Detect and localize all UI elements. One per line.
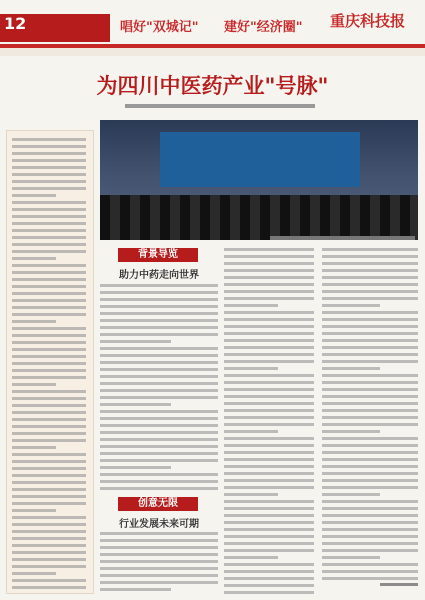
photo-caption-placeholder (270, 236, 415, 240)
column-2-text-line (224, 563, 314, 566)
column-3-text-line (322, 493, 380, 496)
column-2-text-line (224, 276, 314, 279)
audience (100, 195, 418, 240)
column-2-text-line (224, 521, 314, 524)
column-2-text-line (224, 444, 314, 447)
sidebar-text-line (12, 194, 56, 197)
column-2-text-line (224, 528, 314, 531)
column-1-text-line (100, 375, 218, 378)
column-2-text-line (224, 416, 314, 419)
column-3-text-line (322, 542, 418, 545)
sidebar-text-line (12, 376, 86, 379)
slogan-left: 唱好"双城记" (120, 20, 199, 35)
column-2-text-line (224, 570, 314, 573)
section-subtitle: 助力中药走向世界 (119, 270, 199, 281)
column-3-text-line (322, 472, 418, 475)
sidebar-text-line (12, 404, 86, 407)
column-3-text-line (322, 346, 418, 349)
sidebar-text-line (12, 292, 86, 295)
column-1-text-line (100, 438, 218, 441)
column-2-text-line (224, 318, 314, 321)
sidebar-text-line (12, 551, 86, 554)
column-2-text-line (224, 339, 314, 342)
column-2-text-line (224, 409, 314, 412)
column-1-text-line (100, 382, 218, 385)
column-3-text-line (322, 430, 380, 433)
column-3-text-line (322, 479, 418, 482)
column-1-text-line (100, 431, 218, 434)
sidebar-text-line (12, 229, 86, 232)
column-1-text-line (100, 403, 171, 406)
sidebar-text-line (12, 208, 86, 211)
sidebar-text-line (12, 285, 86, 288)
column-1-text-line (100, 459, 218, 462)
sidebar-text-line (12, 446, 56, 449)
column-1-text-line (100, 368, 218, 371)
column-3-text-line (322, 395, 418, 398)
column-3-text-line (322, 458, 418, 461)
column-1-text-line (100, 567, 218, 570)
column-3-text-line (322, 570, 418, 573)
byline-placeholder (125, 104, 315, 108)
sidebar-text-line (12, 278, 86, 281)
sidebar-text-line (12, 544, 86, 547)
column-2-text-line (224, 514, 314, 517)
sidebar-text-line (12, 586, 86, 589)
sidebar-text-line (12, 439, 86, 442)
column-1-text-line (100, 480, 218, 483)
column-3-text-line (322, 507, 418, 510)
section-label: 背景导览 (118, 248, 198, 262)
column-3-text-line (322, 332, 418, 335)
column-2-text-line (224, 262, 314, 265)
sidebar-text-line (12, 509, 56, 512)
section-subtitle: 行业发展未来可期 (119, 519, 199, 530)
column-1-text-line (100, 410, 218, 413)
column-2-text-line (224, 472, 314, 475)
sidebar-text-line (12, 145, 86, 148)
column-3-text-line (322, 563, 418, 566)
sidebar-text-line (12, 355, 86, 358)
sidebar-text-line (12, 166, 86, 169)
column-1-text-line (100, 539, 218, 542)
sidebar-text-line (12, 390, 86, 393)
sidebar-text-line (12, 264, 86, 267)
sidebar-text-line (12, 397, 86, 400)
column-3-text-line (322, 416, 418, 419)
column-1-text-line (100, 389, 218, 392)
sidebar-text-line (12, 418, 86, 421)
column-3-text-line (322, 248, 418, 251)
column-2-text-line (224, 283, 314, 286)
column-1-text-line (100, 546, 218, 549)
column-3-text-line (322, 528, 418, 531)
column-2-text-line (224, 465, 314, 468)
column-3-text-line (322, 325, 418, 328)
sidebar-text-line (12, 369, 86, 372)
column-3-text-line (322, 318, 418, 321)
column-2-text-line (224, 430, 278, 433)
sidebar-text-line (12, 488, 86, 491)
column-2-text-line (224, 437, 314, 440)
column-1-text-line (100, 347, 218, 350)
column-2-text-line (224, 346, 314, 349)
column-2-text-line (224, 479, 314, 482)
column-2-text-line (224, 493, 278, 496)
column-2-text-line (224, 451, 314, 454)
column-2-text-line (224, 591, 314, 594)
column-3-text-line (322, 304, 380, 307)
column-3-text-line (322, 437, 418, 440)
column-1-text-line (100, 417, 218, 420)
column-3-text-line (322, 535, 418, 538)
column-2-text-line (224, 584, 314, 587)
column-3-text-line (322, 297, 418, 300)
sidebar-text-line (12, 516, 86, 519)
sidebar-text-line (12, 327, 86, 330)
sidebar-text-line (12, 236, 86, 239)
column-1-text-line (100, 298, 218, 301)
sidebar-text-line (12, 425, 86, 428)
column-1-text-line (100, 588, 171, 591)
sidebar-text-line (12, 481, 86, 484)
column-3-text-line (322, 283, 418, 286)
sidebar-text-line (12, 565, 86, 568)
column-1-text-line (100, 312, 218, 315)
sidebar-text-line (12, 383, 56, 386)
column-2-text-line (224, 402, 314, 405)
column-1-text-line (100, 487, 218, 490)
column-3-text-line (322, 269, 418, 272)
sidebar-text-line (12, 313, 86, 316)
column-1-text-line (100, 340, 171, 343)
sidebar-text-line (12, 411, 86, 414)
column-2-text-line (224, 535, 314, 538)
sidebar-text-line (12, 159, 86, 162)
column-2-text-line (224, 542, 314, 545)
column-3-text-line (322, 451, 418, 454)
column-1-text-line (100, 291, 218, 294)
sidebar-text-line (12, 201, 86, 204)
sidebar-text-line (12, 572, 56, 575)
column-3-text-line (322, 486, 418, 489)
sidebar-text-line (12, 257, 56, 260)
column-1-text-line (100, 581, 218, 584)
column-2-text-line (224, 549, 314, 552)
column-1-text-line (100, 452, 218, 455)
column-1-text-line (100, 354, 218, 357)
sidebar-text-line (12, 453, 86, 456)
column-1-text-line (100, 333, 218, 336)
sidebar-text-line (12, 320, 56, 323)
column-1-text-line (100, 473, 218, 476)
sidebar-text-line (12, 250, 86, 253)
sidebar-text-line (12, 558, 86, 561)
column-2-text-line (224, 423, 314, 426)
column-2-text-line (224, 332, 314, 335)
sidebar-text-line (12, 502, 86, 505)
column-3-text-line (322, 255, 418, 258)
sidebar-text-line (12, 152, 86, 155)
column-2-text-line (224, 395, 314, 398)
column-3-text-line (322, 276, 418, 279)
column-2-text-line (224, 311, 314, 314)
sidebar-text-line (12, 348, 86, 351)
sidebar-text-line (12, 334, 86, 337)
article-headline: 为四川中医药产业"号脉" (96, 74, 329, 98)
column-3-text-line (322, 388, 418, 391)
sidebar-text-line (12, 173, 86, 176)
column-2-text-line (224, 577, 314, 580)
sidebar-text-line (12, 537, 86, 540)
section-label: 创意无限 (118, 497, 198, 511)
column-2-text-line (224, 248, 314, 251)
sidebar-text-line (12, 530, 86, 533)
sidebar-text-line (12, 362, 86, 365)
column-2-text-line (224, 500, 314, 503)
column-1-text-line (100, 396, 218, 399)
sidebar-text-line (12, 215, 86, 218)
column-3-text-line (322, 360, 418, 363)
column-3-text-line (322, 381, 418, 384)
sidebar-text-line (12, 432, 86, 435)
column-2-text-line (224, 388, 314, 391)
column-3-text-line (322, 423, 418, 426)
sidebar-text-line (12, 271, 86, 274)
column-3-text-line (322, 521, 418, 524)
column-1-text-line (100, 466, 171, 469)
column-2-text-line (224, 486, 314, 489)
column-3-text-line (322, 353, 418, 356)
column-1-text-line (100, 326, 218, 329)
column-3-text-line (322, 556, 380, 559)
sidebar-text-line (12, 222, 86, 225)
column-1-text-line (100, 284, 218, 287)
column-3-text-line (322, 339, 418, 342)
column-1-text-line (100, 305, 218, 308)
sidebar-text-line (12, 138, 86, 141)
column-2-text-line (224, 458, 314, 461)
issue-info-strip (0, 48, 425, 56)
column-1-text-line (100, 361, 218, 364)
column-3-text-line (322, 402, 418, 405)
stage-screen (160, 132, 360, 187)
sidebar-text-line (12, 243, 86, 246)
column-3-text-line (322, 374, 418, 377)
sidebar-text-line (12, 523, 86, 526)
slogan-right: 建好"经济圈" (224, 20, 303, 35)
column-2-text-line (224, 374, 314, 377)
column-1-text-line (100, 574, 218, 577)
sidebar-text-line (12, 187, 86, 190)
column-2-text-line (224, 269, 314, 272)
column-3-text-line (322, 514, 418, 517)
newspaper-brand: 重庆科技报 (330, 12, 406, 30)
column-1-text-line (100, 424, 218, 427)
column-2-text-line (224, 325, 314, 328)
sidebar-text-line (12, 341, 86, 344)
sidebar-text-line (12, 306, 86, 309)
sidebar-text-line (12, 579, 86, 582)
sidebar-text-line (12, 495, 86, 498)
column-3-text-line (322, 367, 380, 370)
sidebar-text-line (12, 299, 86, 302)
page-number: 12 (4, 14, 27, 33)
column-3-text-line (322, 444, 418, 447)
column-1-text-line (100, 319, 218, 322)
column-2-text-line (224, 304, 278, 307)
sidebar-text-line (12, 180, 86, 183)
column-3-text-line (322, 500, 418, 503)
sidebar-text-line (12, 467, 86, 470)
column-3-text-line (322, 409, 418, 412)
conference-photo (100, 120, 418, 240)
column-3-text-line (322, 290, 418, 293)
continued-note-placeholder (380, 583, 418, 586)
column-1-text-line (100, 560, 218, 563)
column-2-text-line (224, 297, 314, 300)
column-2-text-line (224, 353, 314, 356)
column-2-text-line (224, 381, 314, 384)
column-3-text-line (322, 262, 418, 265)
column-2-text-line (224, 507, 314, 510)
column-2-text-line (224, 255, 314, 258)
sidebar-text-line (12, 474, 86, 477)
column-3-text-line (322, 549, 418, 552)
sidebar-text-line (12, 460, 86, 463)
column-2-text-line (224, 556, 278, 559)
column-2-text-line (224, 290, 314, 293)
column-1-text-line (100, 532, 218, 535)
column-2-text-line (224, 360, 314, 363)
column-3-text-line (322, 311, 418, 314)
column-3-text-line (322, 465, 418, 468)
column-2-text-line (224, 367, 278, 370)
column-3-text-line (322, 577, 418, 580)
column-1-text-line (100, 553, 218, 556)
column-1-text-line (100, 445, 218, 448)
